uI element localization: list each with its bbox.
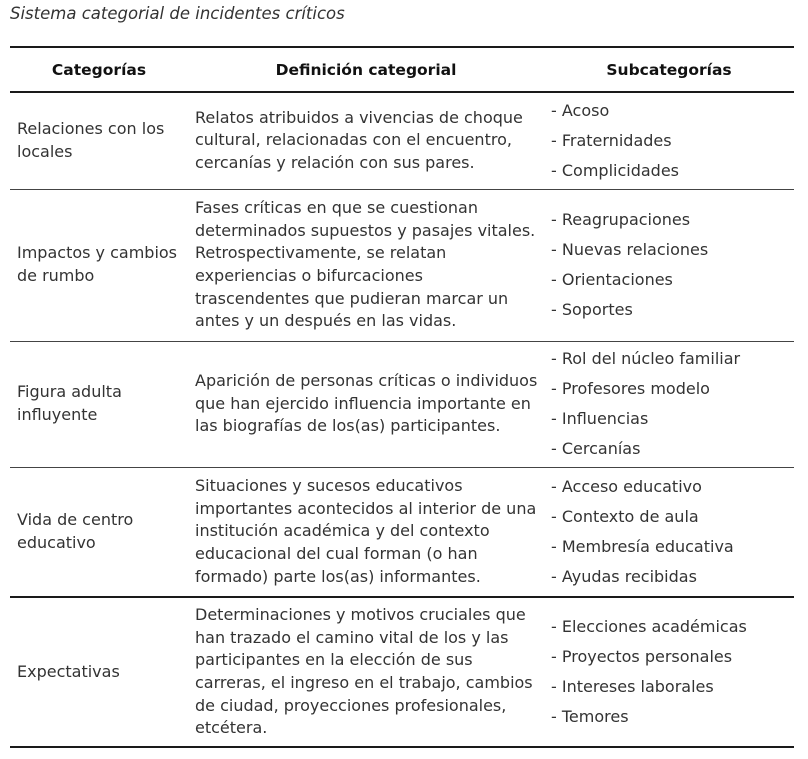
subcategory-item: - Cercanías xyxy=(551,439,641,458)
subcategory-item: - Proyectos personales xyxy=(551,647,733,666)
header-definition: Definición categorial xyxy=(188,47,544,92)
definition-cell: Relatos atribuidos a vivencias de choque cultural, relacionadas con el encuentro, cercanías y relación con sus pares. xyxy=(195,107,523,173)
subcategory-item: - Rol del núcleo familiar xyxy=(551,349,741,368)
category-cell: Relaciones con los locales xyxy=(17,119,165,161)
definition-cell: Determinaciones y motivos cruciales que han trazado el camino vital de los y las participantes en la elección de sus carreras, el ingreso en el trabajo, cambios de ciudad, proyecciones profesionales, etcétera. xyxy=(195,604,533,738)
subcategory-item: - Intereses laborales xyxy=(551,677,714,696)
category-cell: Figura adulta influyente xyxy=(17,382,122,424)
header-subcategories: Subcategorías xyxy=(544,47,794,92)
subcategory-cell xyxy=(544,467,794,597)
subcategory-item: - Reagrupaciones xyxy=(551,210,691,229)
definition-cell: Aparición de personas críticas o individuos que han ejercido influencia importante en las biografías de los(as) participantes. xyxy=(195,370,538,436)
table-row xyxy=(10,467,794,597)
header-row xyxy=(10,47,794,92)
header-categories: Categorías xyxy=(10,47,188,92)
subcategory-item: - Orientaciones xyxy=(551,270,673,289)
subcategory-item: - Membresía educativa xyxy=(551,536,734,556)
subcategory-cell xyxy=(544,341,794,467)
table-row xyxy=(10,597,794,747)
subcategory-cell xyxy=(544,597,794,747)
category-cell: Vida de centro educativo xyxy=(17,510,134,552)
category-cell: Expectativas xyxy=(17,661,120,681)
subcategory-item: - Influencias xyxy=(551,409,649,428)
subcategory-item: - Profesores modelo xyxy=(551,379,710,398)
subcategory-item: - Complicidades xyxy=(551,160,679,180)
subcategory-item: - Acoso xyxy=(551,100,610,120)
subcategory-item: - Acceso educativo xyxy=(551,476,702,496)
definition-cell: Situaciones y sucesos educativos importantes acontecidos al interior de una institución académica y del contexto educacional del cual forman (o han formado) parte los(as) informantes. xyxy=(195,475,537,586)
table-caption: Sistema categorial de incidentes críticos xyxy=(10,4,345,23)
subcategory-item: - Soportes xyxy=(551,300,633,319)
table-row xyxy=(10,189,794,341)
table-row xyxy=(10,92,794,189)
table-row xyxy=(10,341,794,467)
subcategory-cell xyxy=(544,92,794,189)
subcategory-cell xyxy=(544,189,794,341)
category-cell: Impactos y cambios de rumbo xyxy=(17,243,178,285)
subcategory-item: - Contexto de aula xyxy=(551,506,699,526)
subcategory-item: - Fraternidades xyxy=(551,130,672,150)
subcategory-item: - Temores xyxy=(551,707,629,726)
subcategory-item: - Ayudas recibidas xyxy=(551,566,697,586)
category-table xyxy=(10,46,794,748)
definition-cell: Fases críticas en que se cuestionan determinados supuestos y pasajes vitales. Retrospectivamente, se relatan experiencias o bifurcaciones trascendentes que pudieran marcar un antes y un después en las vidas. xyxy=(195,197,536,331)
subcategory-item: - Elecciones académicas xyxy=(551,617,747,636)
subcategory-item: - Nuevas relaciones xyxy=(551,240,709,259)
